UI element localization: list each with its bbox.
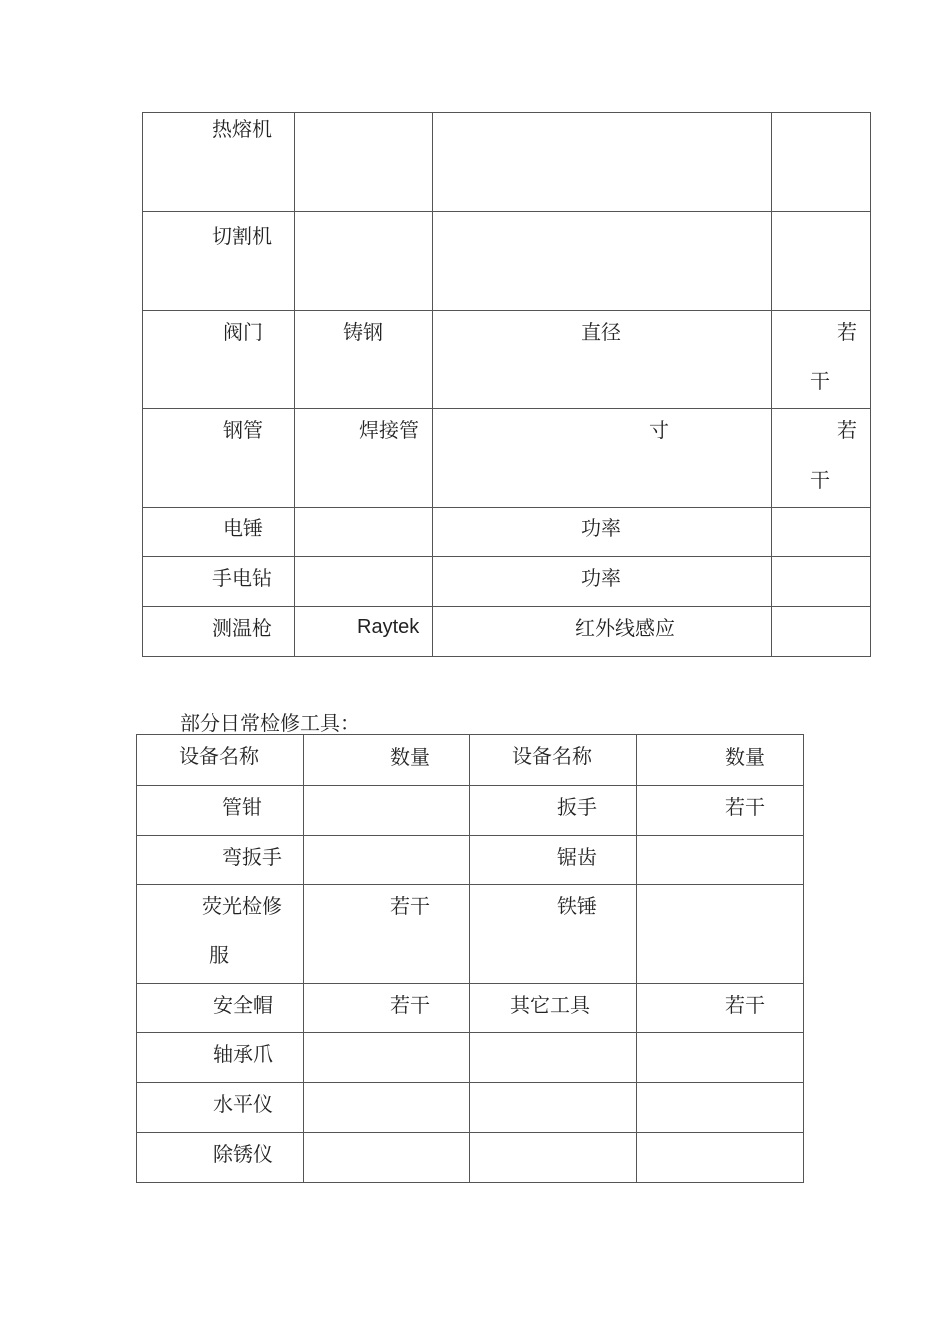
table-cell (304, 984, 470, 1033)
table-row (137, 786, 804, 836)
table-row (137, 836, 804, 885)
table-cell (295, 113, 433, 212)
table-cell (433, 113, 772, 212)
table-header-row (137, 735, 804, 786)
table-cell (637, 984, 804, 1033)
table-row (143, 409, 871, 508)
tool-qty: 若干 (390, 894, 430, 918)
table-cell (470, 786, 637, 836)
table-cell (295, 607, 433, 657)
table-cell (295, 508, 433, 557)
equipment-spec: 红外线感应 (575, 616, 675, 640)
equipment-qty: 干 (810, 468, 830, 492)
table-cell (295, 311, 433, 409)
header-quantity: 数量 (725, 745, 765, 769)
table-row (143, 557, 871, 607)
table-cell (137, 1083, 304, 1133)
table-cell (304, 1033, 470, 1083)
table-cell (772, 212, 871, 311)
header-quantity: 数量 (390, 745, 430, 769)
table-cell (304, 786, 470, 836)
table-cell (772, 607, 871, 657)
table-cell (772, 311, 871, 409)
table-cell (137, 1033, 304, 1083)
table-cell (304, 885, 470, 984)
table-cell (772, 557, 871, 607)
table-cell (137, 885, 304, 984)
equipment-spec: 寸 (649, 418, 669, 442)
equipment-name: 切割机 (212, 224, 272, 248)
tool-name: 铁锤 (557, 894, 597, 918)
table-row (137, 885, 804, 984)
table-row (143, 212, 871, 311)
table-cell (433, 212, 772, 311)
table-cell (304, 1133, 470, 1183)
equipment-name: 手电钻 (212, 566, 272, 590)
tool-name: 管钳 (222, 795, 262, 819)
table-row (143, 113, 871, 212)
table-cell (295, 212, 433, 311)
table-cell (470, 885, 637, 984)
tool-qty: 若干 (725, 795, 765, 819)
tool-name: 除锈仪 (213, 1142, 273, 1166)
table-cell (637, 885, 804, 984)
tool-name: 锯齿 (557, 845, 597, 869)
table-cell (433, 607, 772, 657)
table-cell (137, 836, 304, 885)
header-device-name: 设备名称 (179, 744, 259, 768)
equipment-name: 钢管 (223, 418, 263, 442)
table-cell (304, 836, 470, 885)
table-header-cell (304, 735, 470, 786)
table-row (137, 1083, 804, 1133)
tool-name: 弯扳手 (222, 845, 282, 869)
equipment-qty: 若 (837, 320, 857, 344)
table-cell (470, 1033, 637, 1083)
table-cell (433, 557, 772, 607)
table-cell (137, 984, 304, 1033)
table-cell (433, 409, 772, 508)
table-cell (143, 311, 295, 409)
table-cell (637, 1033, 804, 1083)
table-cell (637, 836, 804, 885)
table-cell (143, 557, 295, 607)
table-cell (137, 786, 304, 836)
equipment-spec: 功率 (581, 566, 621, 590)
equipment-material: 焊接管 (359, 418, 419, 442)
equipment-table (142, 112, 871, 657)
table-header-cell (137, 735, 304, 786)
table-cell (304, 1083, 470, 1133)
table-cell (295, 409, 433, 508)
table-cell (143, 508, 295, 557)
tools-caption: 部分日常检修工具： (180, 711, 360, 735)
table-row (137, 1133, 804, 1183)
table-header-cell (470, 735, 637, 786)
table-cell (637, 786, 804, 836)
table-row (143, 607, 871, 657)
table-row (143, 508, 871, 557)
table-cell (470, 836, 637, 885)
table-cell (433, 508, 772, 557)
table-cell (470, 1133, 637, 1183)
table-cell (772, 113, 871, 212)
equipment-name: 电锤 (223, 516, 263, 540)
table-cell (143, 409, 295, 508)
tool-qty: 若干 (390, 993, 430, 1017)
tool-name: 安全帽 (213, 993, 273, 1017)
table-cell (470, 1083, 637, 1133)
table-header-cell (637, 735, 804, 786)
tool-qty: 若干 (725, 993, 765, 1017)
tool-name: 其它工具 (510, 993, 590, 1017)
tool-name: 水平仪 (213, 1092, 273, 1116)
table-cell (143, 212, 295, 311)
equipment-qty: 若 (837, 418, 857, 442)
table-cell (637, 1133, 804, 1183)
table-cell (470, 984, 637, 1033)
table-cell (433, 311, 772, 409)
table-row (137, 984, 804, 1033)
tool-name: 服 (209, 943, 229, 967)
table-cell (772, 508, 871, 557)
equipment-name: 阀门 (223, 320, 263, 344)
equipment-name: 热熔机 (212, 117, 272, 141)
table-row (143, 311, 871, 409)
tools-table (136, 734, 804, 1183)
table-cell (637, 1083, 804, 1133)
table-cell (143, 607, 295, 657)
table-row (137, 1033, 804, 1083)
table-cell (137, 1133, 304, 1183)
table-cell (143, 113, 295, 212)
tool-name: 扳手 (557, 795, 597, 819)
equipment-qty: 干 (810, 369, 830, 393)
table-cell (772, 409, 871, 508)
tool-name: 轴承爪 (213, 1042, 273, 1066)
table-cell (295, 557, 433, 607)
equipment-spec: 直径 (581, 320, 621, 344)
equipment-material: Raytek (357, 616, 420, 638)
equipment-name: 测温枪 (212, 616, 272, 640)
tool-name: 荧光检修 (202, 894, 282, 918)
equipment-spec: 功率 (581, 516, 621, 540)
equipment-material: 铸钢 (343, 320, 383, 344)
header-device-name: 设备名称 (512, 744, 592, 768)
